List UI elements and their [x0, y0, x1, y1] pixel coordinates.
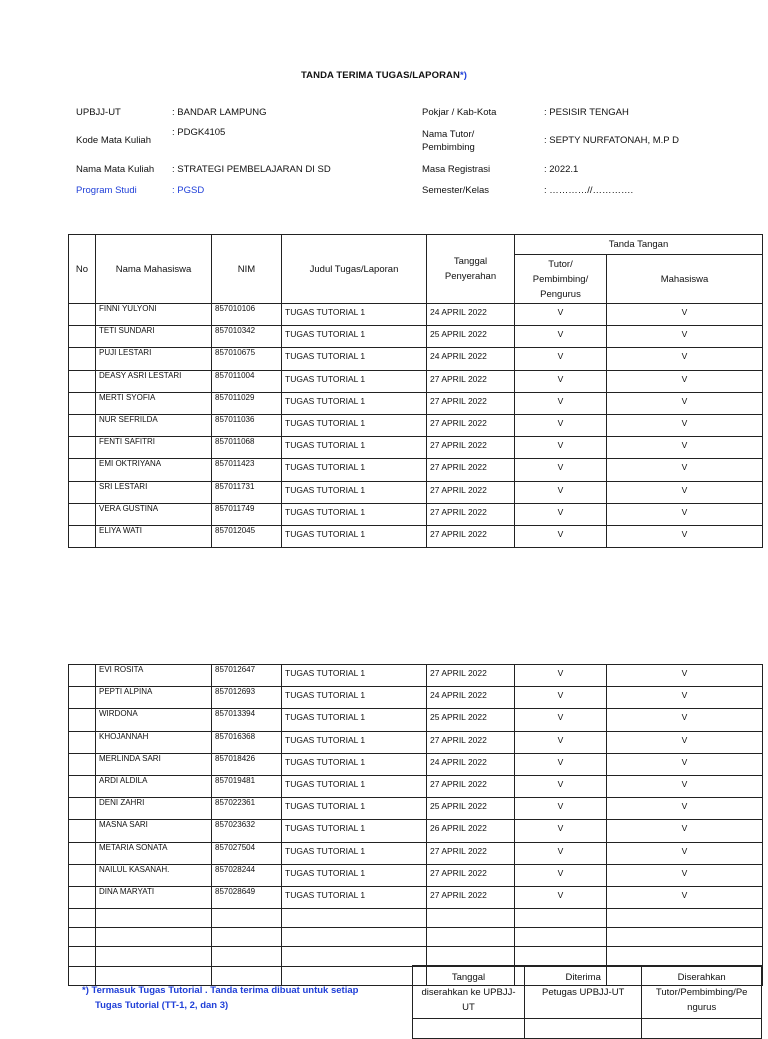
header-tutor-line2: Pembimbing/	[532, 273, 589, 285]
empty-cell	[96, 928, 212, 947]
nim-cell: 857022361	[212, 798, 282, 820]
handover-col-tanggal-l1: Tanggal	[451, 971, 486, 983]
assignment-title-cell: TUGAS TUTORIAL 1	[282, 304, 427, 326]
header-mahasiswa: Mahasiswa	[607, 255, 763, 304]
tutor-signature-cell: V	[515, 459, 607, 481]
footnote-line2: Tugas Tutorial (TT-1, 2, dan 3)	[95, 1000, 229, 1011]
header-tanggal-line1: Tanggal	[453, 256, 488, 267]
tutor-signature-cell: V	[515, 842, 607, 864]
row-no-cell	[69, 753, 96, 775]
handover-col-diterima	[524, 966, 641, 1019]
info-value-semester: : …………//………….	[544, 185, 634, 196]
submission-date-cell: 25 APRIL 2022	[427, 709, 515, 731]
student-signature-cell: V	[607, 503, 763, 525]
row-no-cell	[69, 503, 96, 525]
student-signature-cell: V	[607, 820, 763, 842]
tutor-signature-cell: V	[515, 503, 607, 525]
info-label-tutor: Nama Tutor/	[422, 129, 475, 140]
submission-date-cell: 24 APRIL 2022	[427, 304, 515, 326]
tutor-signature-cell: V	[515, 525, 607, 547]
empty-cell	[427, 947, 515, 966]
info-label-prodi: Program Studi	[76, 185, 137, 196]
table-row	[69, 798, 763, 820]
student-name-cell: MERLINDA SARI	[96, 753, 212, 775]
row-no-cell	[69, 370, 96, 392]
table-row	[69, 709, 763, 731]
student-signature-cell: V	[607, 864, 763, 886]
assignment-title-cell: TUGAS TUTORIAL 1	[282, 525, 427, 547]
handover-cell-diserahkan	[642, 1019, 762, 1039]
student-signature-cell: V	[607, 370, 763, 392]
table-row	[69, 503, 763, 525]
assignment-title-cell: TUGAS TUTORIAL 1	[282, 687, 427, 709]
handover-cell-tanggal	[413, 1019, 525, 1039]
table-row	[69, 370, 763, 392]
tutor-signature-cell: V	[515, 326, 607, 348]
empty-cell	[515, 947, 607, 966]
empty-table-row	[69, 909, 763, 928]
submission-date-cell: 27 APRIL 2022	[427, 370, 515, 392]
student-signature-cell: V	[607, 525, 763, 547]
nim-cell: 857019481	[212, 775, 282, 797]
row-no-cell	[69, 525, 96, 547]
submission-date-cell: 27 APRIL 2022	[427, 886, 515, 908]
handover-col-tanggal	[413, 966, 525, 1019]
tutor-signature-cell: V	[515, 775, 607, 797]
row-no-cell	[69, 798, 96, 820]
info-label-tutor-2: Pembimbing	[422, 142, 475, 153]
row-no-cell	[69, 326, 96, 348]
student-name-cell: KHOJANNAH	[96, 731, 212, 753]
tutor-signature-cell: V	[515, 370, 607, 392]
empty-cell	[607, 928, 763, 947]
header-nama: Nama Mahasiswa	[96, 235, 212, 304]
header-judul: Judul Tugas/Laporan	[282, 235, 427, 304]
student-signature-cell: V	[607, 459, 763, 481]
table-row	[69, 414, 763, 436]
student-signature-cell: V	[607, 775, 763, 797]
empty-table-row	[69, 947, 763, 966]
submission-date-cell: 24 APRIL 2022	[427, 348, 515, 370]
submission-date-cell: 27 APRIL 2022	[427, 437, 515, 459]
row-no-cell	[69, 348, 96, 370]
table-row	[69, 348, 763, 370]
nim-cell: 857012647	[212, 665, 282, 687]
student-signature-cell: V	[607, 481, 763, 503]
table-row	[69, 326, 763, 348]
student-signature-cell: V	[607, 753, 763, 775]
tutor-signature-cell: V	[515, 392, 607, 414]
empty-cell	[427, 909, 515, 928]
assignment-title-cell: TUGAS TUTORIAL 1	[282, 459, 427, 481]
submission-date-cell: 27 APRIL 2022	[427, 392, 515, 414]
nim-cell: 857011731	[212, 481, 282, 503]
assignment-title-cell: TUGAS TUTORIAL 1	[282, 709, 427, 731]
row-no-cell	[69, 414, 96, 436]
student-name-cell: PEPTI ALPINA	[96, 687, 212, 709]
row-no-cell	[69, 665, 96, 687]
nim-cell: 857011029	[212, 392, 282, 414]
table-row	[69, 687, 763, 709]
title-footnote-marker: *)	[459, 70, 468, 81]
submission-date-cell: 27 APRIL 2022	[427, 525, 515, 547]
student-name-cell: ARDI ALDILA	[96, 775, 212, 797]
empty-cell	[69, 928, 96, 947]
submission-table-2	[68, 664, 763, 986]
nim-cell: 857012693	[212, 687, 282, 709]
tutor-signature-cell: V	[515, 731, 607, 753]
student-signature-cell: V	[607, 304, 763, 326]
handover-col-diserahkan-l1: Diserahkan	[677, 971, 726, 983]
student-name-cell: DEASY ASRI LESTARI	[96, 370, 212, 392]
student-name-cell: DENI ZAHRI	[96, 798, 212, 820]
student-name-cell: WIRDONA	[96, 709, 212, 731]
table-row	[69, 775, 763, 797]
nim-cell: 857012045	[212, 525, 282, 547]
assignment-title-cell: TUGAS TUTORIAL 1	[282, 820, 427, 842]
table-1-body	[69, 304, 763, 548]
handover-col-tanggal-l2: diserahkan ke UPBJJ-	[421, 986, 516, 998]
handover-col-diserahkan-l3: ngurus	[687, 1001, 717, 1013]
student-name-cell: VERA GUSTINA	[96, 503, 212, 525]
assignment-title-cell: TUGAS TUTORIAL 1	[282, 481, 427, 503]
assignment-title-cell: TUGAS TUTORIAL 1	[282, 414, 427, 436]
nim-cell: 857023632	[212, 820, 282, 842]
student-name-cell: NAILUL KASANAH.	[96, 864, 212, 886]
table-row	[69, 304, 763, 326]
empty-cell	[515, 909, 607, 928]
assignment-title-cell: TUGAS TUTORIAL 1	[282, 665, 427, 687]
tutor-signature-cell: V	[515, 665, 607, 687]
header-tutor-line1: Tutor/	[548, 258, 573, 270]
info-value-upbjj: : BANDAR LAMPUNG	[172, 107, 267, 118]
submission-date-cell: 24 APRIL 2022	[427, 687, 515, 709]
tutor-signature-cell: V	[515, 304, 607, 326]
info-value-kode: : PDGK4105	[172, 127, 226, 138]
header-nim: NIM	[212, 235, 282, 304]
student-name-cell: FINNI YULYONI	[96, 304, 212, 326]
student-name-cell: SRI LESTARI	[96, 481, 212, 503]
submission-date-cell: 25 APRIL 2022	[427, 798, 515, 820]
table-row	[69, 842, 763, 864]
nim-cell: 857016368	[212, 731, 282, 753]
handover-col-diterima-l2: Petugas UPBJJ-UT	[542, 986, 625, 998]
handover-col-diserahkan	[642, 966, 762, 1019]
assignment-title-cell: TUGAS TUTORIAL 1	[282, 798, 427, 820]
submission-date-cell: 27 APRIL 2022	[427, 481, 515, 503]
tutor-signature-cell: V	[515, 687, 607, 709]
empty-table-row	[69, 928, 763, 947]
assignment-title-cell: TUGAS TUTORIAL 1	[282, 775, 427, 797]
assignment-title-cell: TUGAS TUTORIAL 1	[282, 503, 427, 525]
assignment-title-cell: TUGAS TUTORIAL 1	[282, 348, 427, 370]
header-tutor	[515, 255, 607, 304]
assignment-title-cell: TUGAS TUTORIAL 1	[282, 753, 427, 775]
row-no-cell	[69, 709, 96, 731]
empty-cell	[69, 947, 96, 966]
header-tanggal-line2: Penyerahan	[444, 271, 497, 282]
info-label-kode: Kode Mata Kuliah	[76, 135, 151, 146]
assignment-title-cell: TUGAS TUTORIAL 1	[282, 842, 427, 864]
nim-cell: 857011749	[212, 503, 282, 525]
table-row	[69, 886, 763, 908]
empty-cell	[96, 947, 212, 966]
student-signature-cell: V	[607, 437, 763, 459]
nim-cell: 857018426	[212, 753, 282, 775]
row-no-cell	[69, 886, 96, 908]
empty-cell	[282, 947, 427, 966]
assignment-title-cell: TUGAS TUTORIAL 1	[282, 326, 427, 348]
tutor-signature-cell: V	[515, 798, 607, 820]
submission-date-cell: 24 APRIL 2022	[427, 753, 515, 775]
nim-cell: 857028649	[212, 886, 282, 908]
row-no-cell	[69, 864, 96, 886]
student-signature-cell: V	[607, 842, 763, 864]
table-row	[69, 481, 763, 503]
nim-cell: 857010675	[212, 348, 282, 370]
handover-col-diterima-l1: Diterima	[565, 971, 601, 983]
student-signature-cell: V	[607, 348, 763, 370]
submission-date-cell: 27 APRIL 2022	[427, 731, 515, 753]
tutor-signature-cell: V	[515, 820, 607, 842]
student-signature-cell: V	[607, 665, 763, 687]
table-row	[69, 459, 763, 481]
tutor-signature-cell: V	[515, 414, 607, 436]
student-signature-cell: V	[607, 687, 763, 709]
nim-cell: 857011068	[212, 437, 282, 459]
tutor-signature-cell: V	[515, 437, 607, 459]
row-no-cell	[69, 304, 96, 326]
student-signature-cell: V	[607, 326, 763, 348]
student-signature-cell: V	[607, 731, 763, 753]
document-title-text: TANDA TERIMA TUGAS/LAPORAN	[300, 70, 460, 81]
handover-col-tanggal-l3: UT	[462, 1001, 475, 1013]
nim-cell: 857011036	[212, 414, 282, 436]
student-name-cell: NUR SEFRILDA	[96, 414, 212, 436]
empty-cell	[212, 909, 282, 928]
student-name-cell: MERTI SYOFIA	[96, 392, 212, 414]
nim-cell: 857028244	[212, 864, 282, 886]
empty-cell	[282, 909, 427, 928]
nim-cell: 857011004	[212, 370, 282, 392]
row-no-cell	[69, 459, 96, 481]
nim-cell: 857010342	[212, 326, 282, 348]
student-name-cell: TETI SUNDARI	[96, 326, 212, 348]
assignment-title-cell: TUGAS TUTORIAL 1	[282, 392, 427, 414]
submission-date-cell: 27 APRIL 2022	[427, 665, 515, 687]
info-value-tutor: : SEPTY NURFATONAH, M.P D	[544, 135, 679, 146]
empty-cell	[282, 928, 427, 947]
tutor-signature-cell: V	[515, 709, 607, 731]
submission-date-cell: 27 APRIL 2022	[427, 414, 515, 436]
header-tanda-tangan: Tanda Tangan	[515, 235, 763, 255]
assignment-title-cell: TUGAS TUTORIAL 1	[282, 437, 427, 459]
empty-cell	[607, 947, 763, 966]
assignment-title-cell: TUGAS TUTORIAL 1	[282, 370, 427, 392]
assignment-title-cell: TUGAS TUTORIAL 1	[282, 731, 427, 753]
info-label-upbjj: UPBJJ-UT	[76, 107, 121, 118]
student-name-cell: PUJI LESTARI	[96, 348, 212, 370]
table-row	[69, 665, 763, 687]
info-value-pokjar: : PESISIR TENGAH	[544, 107, 629, 118]
submission-date-cell: 27 APRIL 2022	[427, 503, 515, 525]
header-no: No	[69, 235, 96, 304]
submission-date-cell: 27 APRIL 2022	[427, 842, 515, 864]
student-signature-cell: V	[607, 392, 763, 414]
header-tutor-line3: Pengurus	[540, 288, 581, 300]
row-no-cell	[69, 731, 96, 753]
nim-cell: 857010106	[212, 304, 282, 326]
nim-cell: 857027504	[212, 842, 282, 864]
student-signature-cell: V	[607, 414, 763, 436]
table-row	[69, 525, 763, 547]
table-row	[69, 392, 763, 414]
info-label-nama-mk: Nama Mata Kuliah	[76, 164, 155, 175]
tutor-signature-cell: V	[515, 481, 607, 503]
row-no-cell	[69, 481, 96, 503]
handover-col-diserahkan-l2: Tutor/Pembimbing/Pe	[655, 986, 748, 998]
student-name-cell: METARIA SONATA	[96, 842, 212, 864]
table-row	[69, 820, 763, 842]
tutor-signature-cell: V	[515, 864, 607, 886]
submission-date-cell: 27 APRIL 2022	[427, 459, 515, 481]
tutor-signature-cell: V	[515, 348, 607, 370]
info-value-prodi: : PGSD	[172, 185, 205, 196]
empty-cell	[607, 909, 763, 928]
info-value-nama-mk: : STRATEGI PEMBELAJARAN DI SD	[172, 164, 331, 175]
empty-cell	[212, 928, 282, 947]
footnote	[82, 983, 358, 1013]
table-row	[69, 753, 763, 775]
header-tanggal	[427, 235, 515, 304]
row-no-cell	[69, 392, 96, 414]
row-no-cell	[69, 842, 96, 864]
student-name-cell: EVI ROSITA	[96, 665, 212, 687]
empty-cell	[212, 947, 282, 966]
submission-date-cell: 26 APRIL 2022	[427, 820, 515, 842]
submission-date-cell: 27 APRIL 2022	[427, 864, 515, 886]
empty-cell	[427, 928, 515, 947]
row-no-cell	[69, 687, 96, 709]
table-row	[69, 731, 763, 753]
document-title	[0, 70, 768, 81]
student-name-cell: DINA MARYATI	[96, 886, 212, 908]
empty-cell	[515, 928, 607, 947]
submission-table-1	[68, 234, 763, 548]
info-value-masa: : 2022.1	[544, 164, 579, 175]
assignment-title-cell: TUGAS TUTORIAL 1	[282, 886, 427, 908]
submission-date-cell: 27 APRIL 2022	[427, 775, 515, 797]
submission-date-cell: 25 APRIL 2022	[427, 326, 515, 348]
row-no-cell	[69, 437, 96, 459]
footnote-line1: *) Termasuk Tugas Tutorial . Tanda terima dibuat untuk setiap	[82, 985, 359, 996]
table-row	[69, 864, 763, 886]
student-name-cell: ELIYA WATI	[96, 525, 212, 547]
student-name-cell: MASNA SARI	[96, 820, 212, 842]
handover-cell-diterima	[524, 1019, 641, 1039]
empty-cell	[96, 909, 212, 928]
table-row	[69, 437, 763, 459]
row-no-cell	[69, 820, 96, 842]
info-label-pokjar: Pokjar / Kab-Kota	[422, 107, 497, 118]
handover-table	[412, 965, 762, 1039]
student-signature-cell: V	[607, 886, 763, 908]
empty-cell	[69, 909, 96, 928]
student-name-cell: EMI OKTRIYANA	[96, 459, 212, 481]
info-label-semester: Semester/Kelas	[422, 185, 490, 196]
table-2-body	[69, 665, 763, 986]
student-signature-cell: V	[607, 709, 763, 731]
nim-cell: 857013394	[212, 709, 282, 731]
student-name-cell: FENTI SAFITRI	[96, 437, 212, 459]
tutor-signature-cell: V	[515, 886, 607, 908]
info-label-masa: Masa Registrasi	[422, 164, 491, 175]
row-no-cell	[69, 775, 96, 797]
nim-cell: 857011423	[212, 459, 282, 481]
tutor-signature-cell: V	[515, 753, 607, 775]
assignment-title-cell: TUGAS TUTORIAL 1	[282, 864, 427, 886]
student-signature-cell: V	[607, 798, 763, 820]
